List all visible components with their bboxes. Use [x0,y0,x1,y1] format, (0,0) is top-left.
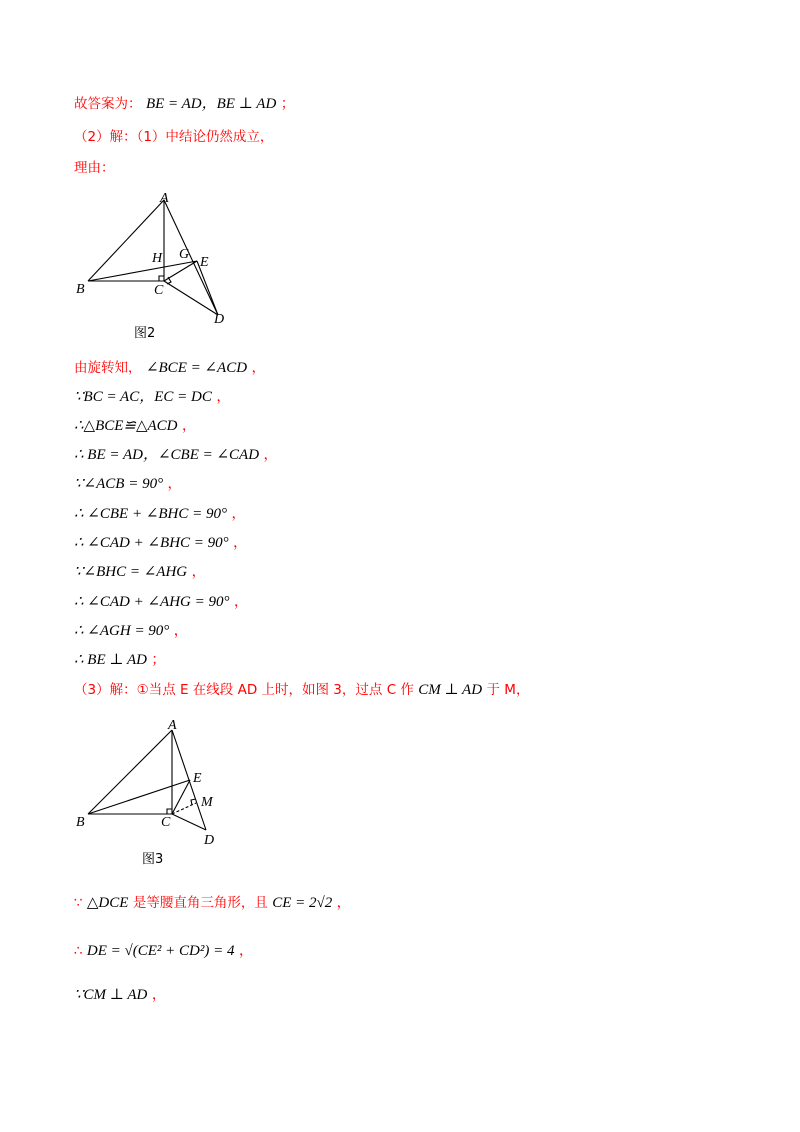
proof-line-10-math: ∴ ∠AGH = 90° [74,623,170,639]
label-D: D [204,833,215,848]
label-E: E [193,771,202,786]
proof-line-4-post: ， [263,447,278,463]
proof-line-3 [74,416,196,436]
dce-post: ， [336,895,351,911]
proof-line-7-post: ， [233,535,248,551]
label-A: A [160,191,169,206]
proof-line-3-post: ， [181,418,196,434]
reason-text: 理由： [74,160,115,176]
proof-line-9-math: ∴ ∠CAD + ∠AHG = 90° [74,594,230,610]
part2-heading [74,127,273,147]
proof-line-7-math: ∴ ∠CAD + ∠BHC = 90° [74,535,229,551]
proof-line-10 [74,621,188,641]
part3-math: CM ⊥ AD [418,682,483,698]
label-M: M [201,795,213,810]
dce-text: 是等腰直角三角形，且 [132,895,273,911]
proof-line-11-math: ∴ BE ⊥ AD [74,652,147,668]
proof-line-1 [74,358,266,378]
dce-because: ∵ [74,895,87,911]
figure-2-caption: 图2 [134,326,156,341]
proof-line-7 [74,533,247,553]
de-line [74,941,253,961]
label-B: B [76,282,85,297]
de-math: DE = √(CE² + CD²) = 4 [86,943,235,959]
proof-line-3-math: ∴△BCE≌△ACD [74,418,178,434]
proof-line-5-post: ， [167,476,182,492]
proof-line-5-math: ∵∠ACB = 90° [74,476,164,492]
proof-line-5 [74,474,182,494]
proof-line-2-math: ∵BC = AC，EC = DC [74,389,212,405]
label-C: C [154,283,164,298]
proof-line-10-post: ， [173,623,188,639]
dce-line [74,893,351,913]
proof-line-6 [74,504,245,524]
proof-line-2 [74,387,230,407]
label-C: C [161,815,171,830]
label-B: B [76,815,85,830]
answer-prefix: 故答案为： [74,96,142,112]
answer-post: ； [280,96,295,112]
proof-line-2-post: ， [216,389,231,405]
proof-line-1-prefix: 由旋转知， [74,360,142,376]
proof-line-9-post: ， [233,594,248,610]
proof-line-8-post: ， [191,564,206,580]
ce-math: CE = 2√2 [272,895,333,911]
proof-line-11 [74,650,165,670]
reason-label [74,158,115,178]
proof-line-11-post: ； [151,652,166,668]
label-A: A [168,718,177,733]
label-D: D [214,312,225,327]
figure-2-diagram [70,188,250,328]
part3-heading [74,680,529,700]
figure-2 [70,188,250,332]
label-H: H [152,251,163,266]
part3-post: 于 M， [486,682,530,698]
dce-math: △DCE [86,895,129,911]
figure-3-diagram [70,714,250,854]
proof-line-9 [74,592,248,612]
cm-math: ∵CM ⊥ AD [74,987,148,1003]
de-post: ， [238,943,253,959]
proof-line-1-post: ， [251,360,266,376]
proof-line-4 [74,445,278,465]
part3-prefix: （3）解：①当点 E 在线段 AD 上时，如图 3，过点 C 作 [74,682,419,698]
cm-line [74,985,166,1005]
answer-math: BE = AD，BE ⊥ AD [145,96,277,112]
proof-line-6-post: ， [231,506,246,522]
proof-line-8 [74,562,206,582]
de-therefore: ∴ [74,943,87,959]
figure-3 [70,714,250,858]
proof-line-8-math: ∵∠BHC = ∠AHG [74,564,188,580]
proof-line-1-math: ∠BCE = ∠ACD [145,360,248,376]
figure-3-caption: 图3 [142,852,164,867]
label-E: E [200,255,209,270]
part2-text: （2）解：（1）中结论仍然成立， [74,129,274,145]
cm-post: ， [151,987,166,1003]
label-G: G [179,247,190,262]
proof-line-6-math: ∴ ∠CBE + ∠BHC = 90° [74,506,228,522]
answer-line [74,94,295,114]
proof-line-4-math: ∴ BE = AD，∠CBE = ∠CAD [74,447,260,463]
